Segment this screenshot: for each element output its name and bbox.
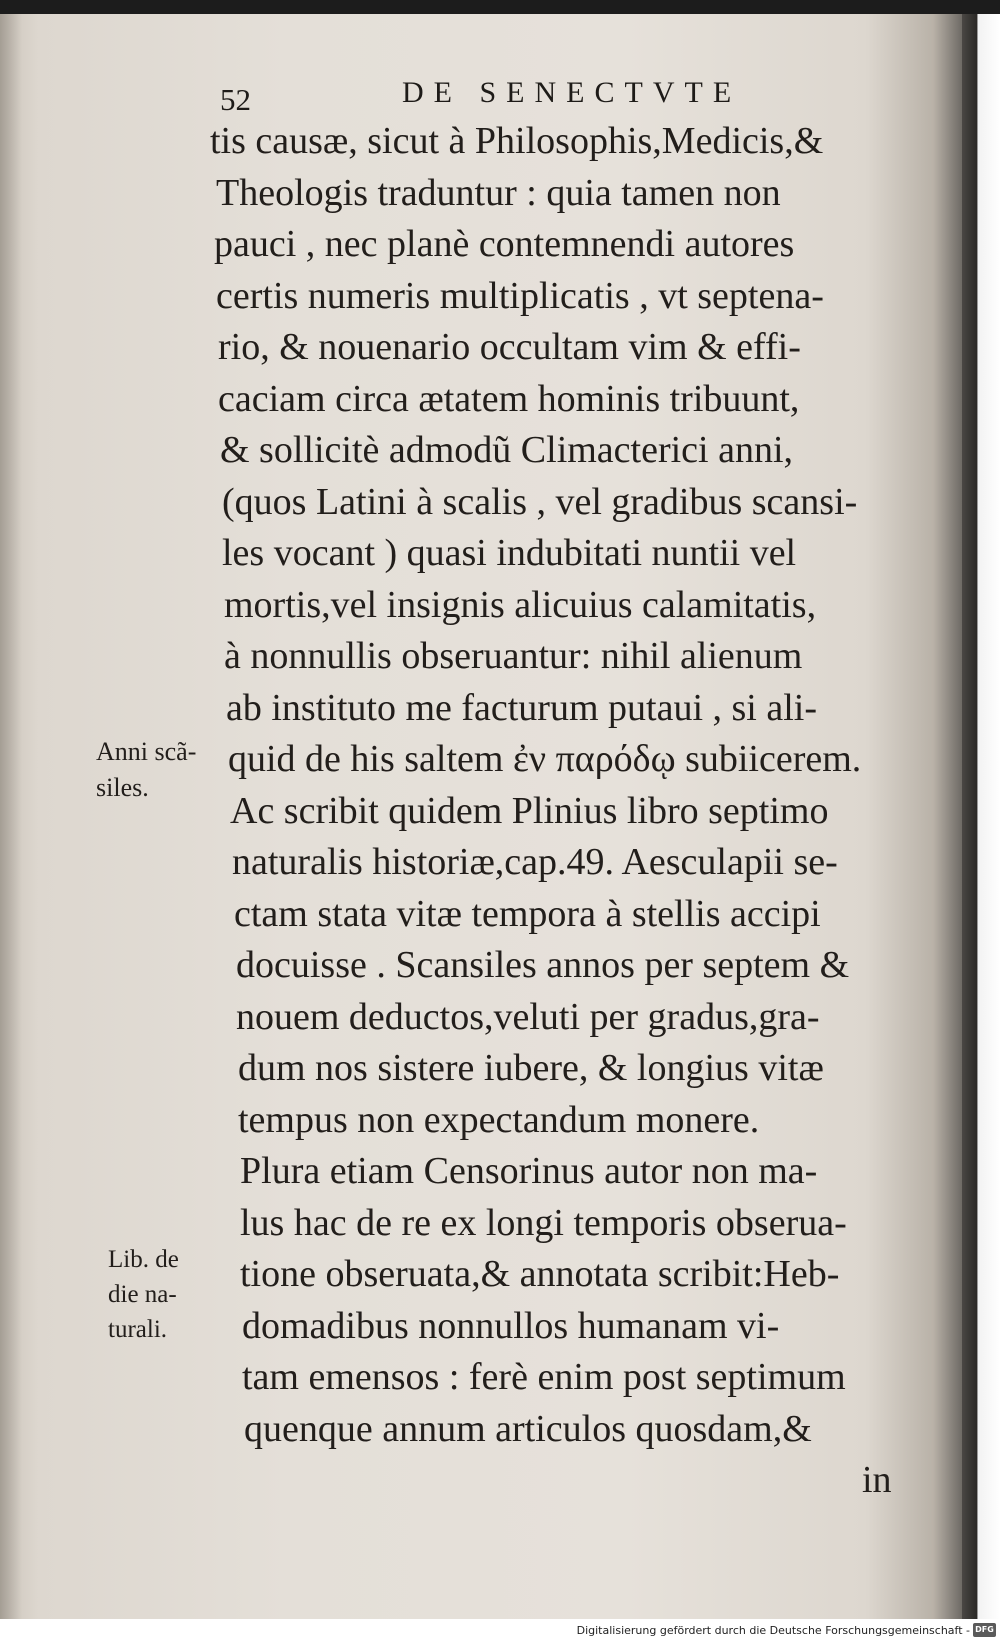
text-line: quid de his saltem ἐν παρόδῳ subiicerem. [228, 738, 862, 780]
text-line: Ac scribit quidem Plinius libro septimo [230, 789, 829, 832]
funding-credit: Digitalisierung gefördert durch die Deutsche Forschungsgemeinschaft - [576, 1624, 970, 1637]
margin-note-line: Anni scã- [96, 737, 197, 766]
text-line: les vocant ) quasi indubitati nuntii vel [222, 532, 797, 574]
text-line: tione obseruata,& annotata scribit:Heb- [240, 1253, 840, 1295]
text-line: & sollicitè admodũ Climacterici anni, [220, 429, 794, 471]
text-line: (quos Latini à scalis , vel gradibus scansi- [222, 480, 858, 523]
text-line: ab instituto me facturum putaui , si ali- [226, 686, 817, 729]
text-line: certis numeris multiplicatis , vt septena- [216, 274, 824, 317]
page-number: 52 [220, 82, 251, 117]
margin-note-line: die na- [108, 1281, 177, 1308]
text-line: Plura etiam Censorinus autor non ma- [240, 1150, 818, 1192]
margin-note-line: siles. [96, 773, 149, 802]
text-line: à nonnullis obseruantur: nihil alienum [224, 635, 803, 677]
text-line: naturalis historiæ,cap.49. Aesculapii se- [232, 841, 838, 883]
running-header [220, 76, 780, 116]
dfg-logo: DFG [973, 1623, 996, 1637]
margin-note-line: turali. [108, 1316, 168, 1343]
text-line: dum nos sistere iubere, & longius vitæ [238, 1047, 824, 1089]
text-line: mortis,vel insignis alicuius calamitatis, [224, 583, 817, 626]
text-line: ctam stata vitæ tempora à stellis accipi [234, 892, 821, 935]
top-border [0, 0, 1000, 14]
text-line: tis causæ, sicut à Philosophis,Medicis,& [210, 120, 824, 162]
text-line: caciam circa ætatem hominis tribuunt, [218, 377, 800, 420]
main-text-block [210, 116, 932, 1507]
text-line: lus hac de re ex longi temporis obserua- [240, 1201, 847, 1244]
page-edge-shadow [962, 14, 1000, 1619]
text-line-catchword: in [862, 1459, 892, 1501]
book-page [0, 14, 962, 1619]
text-line: quenque annum articulos quosdam,& [244, 1407, 812, 1450]
text-line: tempus non expectandum monere. [238, 1098, 760, 1141]
text-line: tam emensos : ferè enim post septimum [242, 1356, 846, 1398]
text-line: docuisse . Scansiles annos per septem & [236, 944, 850, 986]
text-line: rio, & nouenario occultam vim & effi- [218, 326, 801, 368]
text-line: domadibus nonnullos humanam vi- [242, 1304, 780, 1347]
running-title: DE SENECTVTE [402, 76, 742, 109]
text-line: nouem deductos,veluti per gradus,gra- [236, 995, 820, 1038]
text-line: pauci , nec planè contemnendi autores [214, 223, 795, 265]
margin-note-line: Lib. de [108, 1246, 179, 1273]
footer-bar [0, 1619, 1000, 1645]
text-line: Theologis traduntur : quia tamen non [216, 171, 781, 214]
margin-note-lib-de-die-naturali [108, 1242, 179, 1347]
margin-note-anni-scansiles [96, 734, 196, 806]
